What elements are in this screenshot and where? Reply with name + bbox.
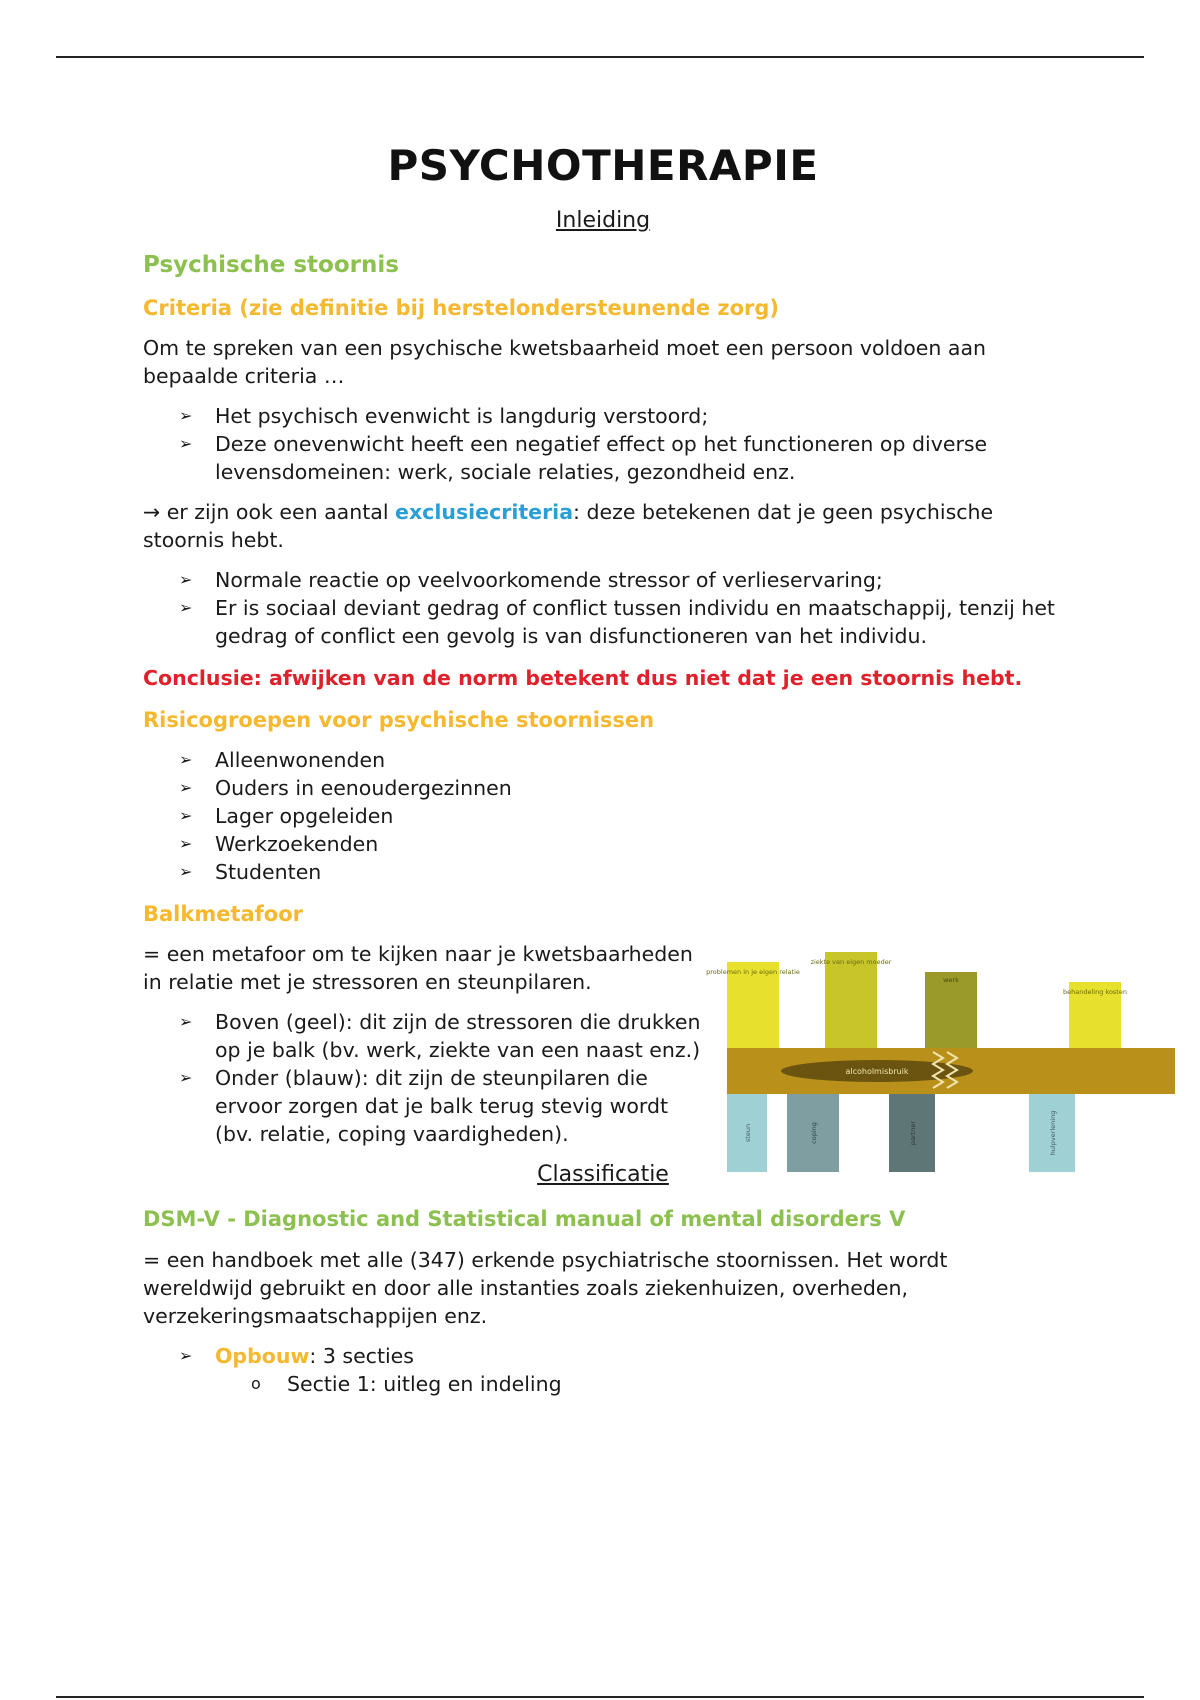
pillar-label: hulpverlening [1049, 1110, 1057, 1156]
balkmetafoor-figure [706, 950, 1175, 1180]
arrow-bullet-icon: ➢ [179, 406, 193, 425]
exclusie-list [143, 566, 1063, 650]
pillar-label: coping [810, 1122, 818, 1144]
list-item: ➢ Ouders in eenoudergezinnen [179, 776, 512, 800]
risico-list [143, 746, 1063, 886]
section-title-inleiding: Inleiding [555, 208, 651, 233]
top-rule [56, 56, 1144, 58]
heading-balkmetafoor: Balkmetafoor [143, 902, 304, 926]
arrow-bullet-icon: ➢ [179, 750, 193, 769]
criteria-intro: Om te spreken van een psychische kwetsbaarheid moet een persoon voldoen aan bepaalde criteria … [143, 336, 987, 388]
stressor-block [825, 952, 877, 1048]
pillar-label: steun [744, 1123, 752, 1143]
list-item: ➢ Het psychisch evenwicht is langdurig verstoord; [179, 404, 709, 428]
arrow-bullet-icon: ➢ [179, 434, 193, 453]
list-item: ➢ Boven (geel): dit zijn de stressoren die drukken op je balk (bv. werk, ziekte van een naast enz.) [179, 1010, 701, 1062]
list-item: ➢ Opbouw: 3 secties o Sectie 1: uitleg en indeling [215, 1342, 1063, 1398]
exclusie-paragraph: → er zijn ook een aantal exclusiecriteria: deze betekenen dat je geen psychische stoornis hebt. [143, 500, 994, 552]
arrow-bullet-icon: ➢ [179, 834, 193, 853]
list-item: ➢ Alleenwonenden [179, 748, 386, 772]
list-item: ➢ Werkzoekenden [179, 832, 379, 856]
heading-criteria: Criteria (zie definitie bij herstelondersteunende zorg) [143, 296, 780, 320]
balk-intro: = een metafoor om te kijken naar je kwetsbaarheden in relatie met je stressoren en steunpilaren. [143, 942, 693, 994]
list-item: ➢ Normale reactie op veelvoorkomende stressor of verlieservaring; [179, 568, 883, 592]
stressor-label: werk [943, 976, 959, 984]
list-item: ➢ Er is sociaal deviant gedrag of conflict tussen individu en maatschappij, tenzij het gedrag of conflict een gevolg is van disfunctioneren van het individu. [179, 596, 1055, 648]
bottom-rule [56, 1696, 1144, 1698]
list-item: ➢ Lager opgeleiden [179, 804, 394, 828]
balkmetafoor-text [143, 940, 708, 1148]
conclusie: Conclusie: afwijken van de norm betekent dus niet dat je een stoornis hebt. [143, 666, 1023, 690]
stressor-label: ziekte van eigen moeder [810, 958, 892, 966]
balk-list [143, 1008, 708, 1148]
dsm-sections-list [215, 1370, 1063, 1398]
criteria-list [143, 402, 1063, 486]
arrow-bullet-icon: ➢ [179, 598, 193, 617]
beam-label: alcoholmisbruik [845, 1067, 909, 1076]
dsm-list [143, 1342, 1063, 1398]
stressor-label: problemen in je eigen relatie [706, 968, 800, 976]
heading-psychische-stoornis: Psychische stoornis [143, 252, 399, 278]
balkmetafoor-block [143, 940, 1127, 1156]
arrow-bullet-icon: ➢ [179, 1012, 193, 1031]
arrow-bullet-icon: ➢ [179, 1068, 193, 1087]
document-body [143, 136, 1127, 1398]
stressor-label: behandeling kosten [1063, 988, 1127, 996]
pillar-label: partner [909, 1120, 917, 1146]
arrow-bullet-icon: ➢ [179, 778, 193, 797]
section-title-classificatie: Classificatie [537, 1162, 669, 1187]
arrow-bullet-icon: ➢ [179, 570, 193, 589]
list-item: ➢ Studenten [179, 860, 322, 884]
document-title: PSYCHOTHERAPIE [387, 141, 819, 190]
arrow-bullet-icon: ➢ [179, 1346, 193, 1365]
list-item: o Sectie 1: uitleg en indeling [251, 1372, 562, 1396]
list-item: ➢ Onder (blauw): dit zijn de steunpilaren die ervoor zorgen dat je balk terug stevig wordt (bv. relatie, coping vaardigheden). [179, 1066, 669, 1146]
arrow-bullet-icon: ➢ [179, 806, 193, 825]
heading-risicogroepen: Risicogroepen voor psychische stoornissen [143, 708, 655, 732]
exclusie-term: exclusiecriteria [395, 500, 574, 524]
dsm-intro: = een handboek met alle (347) erkende psychiatrische stoornissen. Het wordt wereldwijd gebruikt en door alle instanties zoals ziekenhuizen, overheden, verzekeringsmaatschappijen enz. [143, 1248, 948, 1328]
arrow-bullet-icon: ➢ [179, 862, 193, 881]
opbouw-label: Opbouw [215, 1344, 310, 1368]
circle-bullet-icon: o [251, 1374, 261, 1393]
list-item: ➢ Deze onevenwicht heeft een negatief effect op het functioneren op diverse levensdomeinen: werk, sociale relaties, gezondheid enz. [179, 432, 988, 484]
heading-dsm: DSM-V - Diagnostic and Statistical manual of mental disorders V [143, 1207, 906, 1231]
